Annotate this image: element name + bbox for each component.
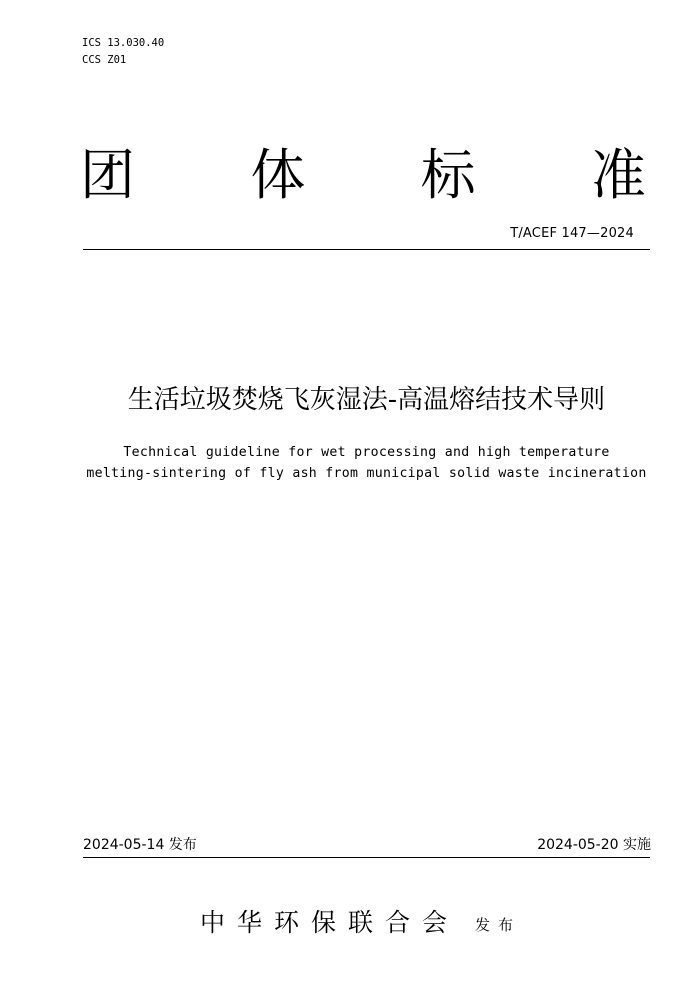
top-divider <box>83 249 650 250</box>
issue-date: 2024-05-14 发布 <box>83 837 197 853</box>
document-category-title <box>80 140 646 210</box>
ccs-code: CCS Z01 <box>82 54 127 66</box>
category-char: 标 <box>420 143 476 207</box>
english-title-line: Technical guideline for wet processing and high temperature <box>123 445 610 460</box>
bottom-divider <box>83 857 650 858</box>
category-char: 团 <box>80 143 136 207</box>
implementation-date: 2024-05-20 实施 <box>537 837 651 853</box>
english-title <box>0 442 700 484</box>
category-char: 体 <box>250 143 306 207</box>
chinese-title: 生活垃圾焚烧飞灰湿法-高温熔结技术导则 <box>127 385 606 415</box>
english-title-line: melting-sintering of fly ash from municipal solid waste incineration <box>86 466 647 481</box>
standard-number: T/ACEF 147—2024 <box>510 226 634 241</box>
publisher-name: 中华环保联合会 <box>200 908 460 937</box>
ics-code: ICS 13.030.40 <box>82 37 165 49</box>
publisher-suffix: 发布 <box>475 916 522 934</box>
category-char: 准 <box>590 143 646 207</box>
